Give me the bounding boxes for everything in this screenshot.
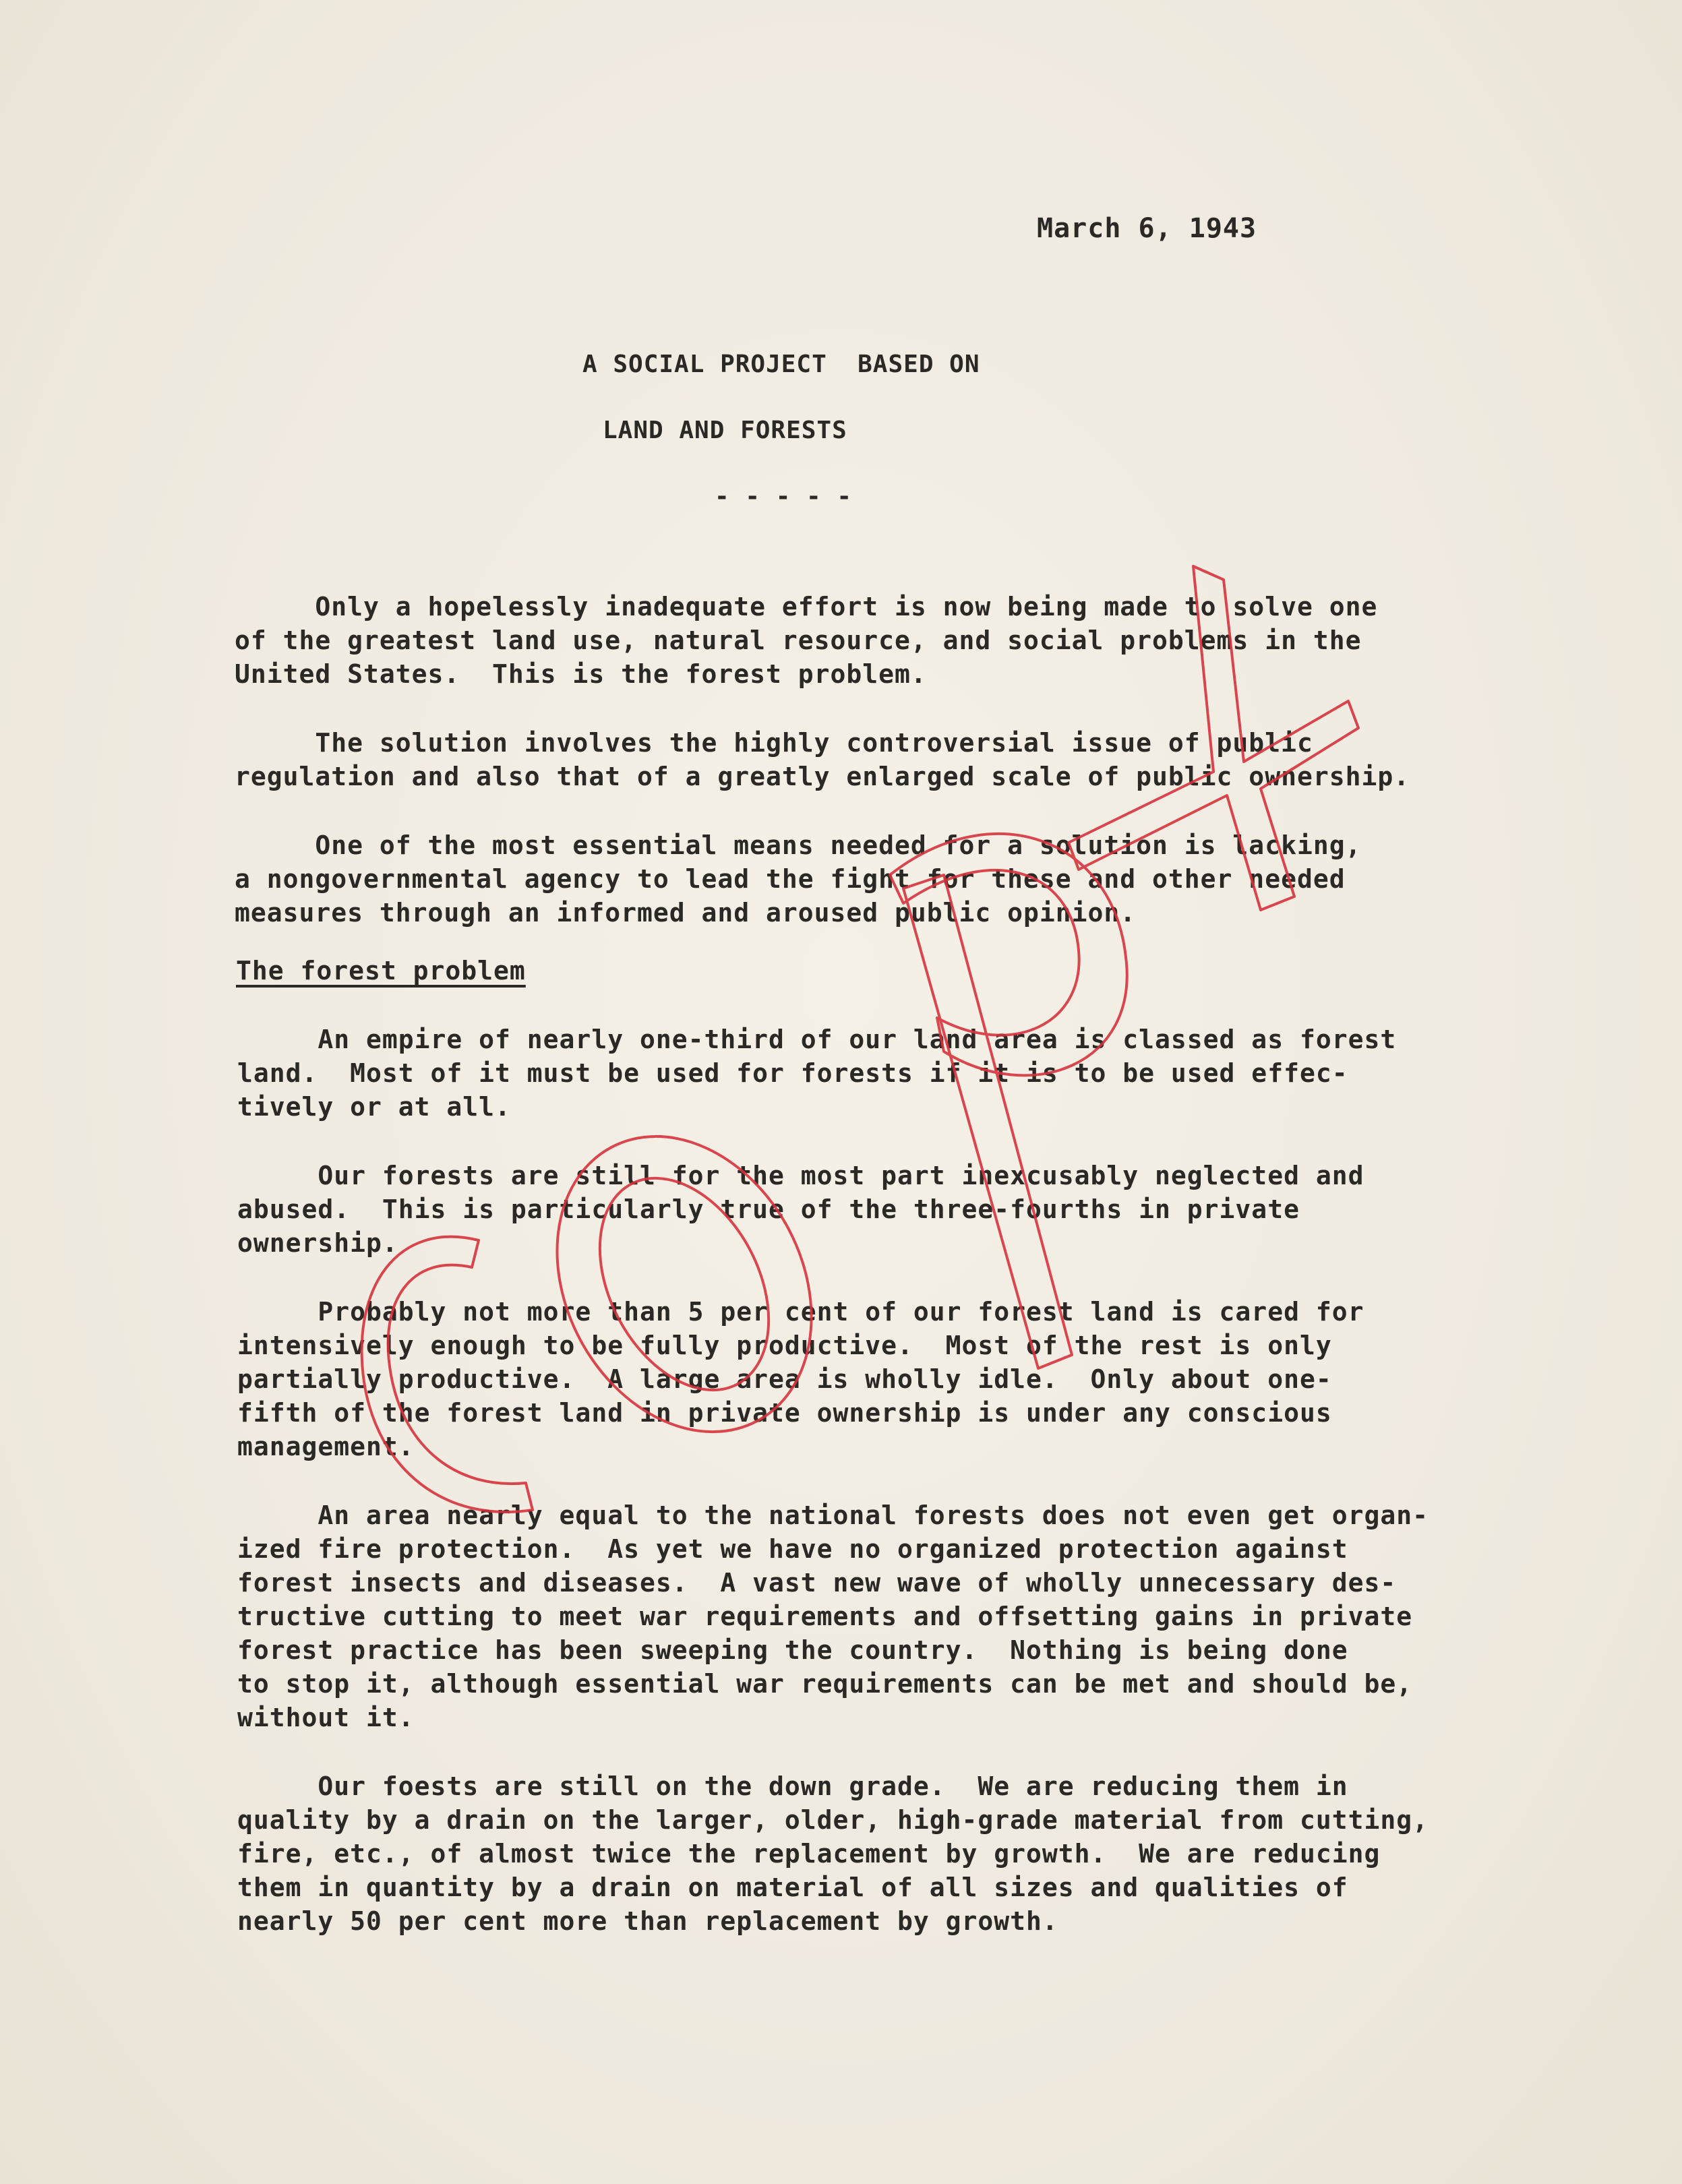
document-title-line-1: A SOCIAL PROJECT BASED ON xyxy=(582,351,980,378)
section-paragraph-line: fifth of the forest land in private ownership is under any conscious xyxy=(237,1398,1332,1428)
section-paragraph-line: them in quantity by a drain on material of all sizes and qualities of xyxy=(237,1873,1348,1902)
section-paragraph-line: An area nearly equal to the national forests does not even get organ- xyxy=(237,1500,1429,1530)
section-heading: The forest problem xyxy=(236,956,526,985)
title-rule: - - - - - xyxy=(715,483,853,510)
section-paragraph-line: fire, etc., of almost twice the replacement by growth. We are reducing xyxy=(237,1839,1381,1869)
section-paragraph-line: without it. xyxy=(237,1703,415,1732)
document-title-line-2: LAND AND FORESTS xyxy=(603,417,847,444)
section-paragraph-line: nearly 50 per cent more than replacement by growth. xyxy=(237,1906,1058,1936)
section-paragraph-line: tively or at all. xyxy=(237,1092,511,1122)
intro-paragraph-line: Only a hopelessly inadequate effort is now being made to solve one xyxy=(235,592,1378,621)
section-paragraph-line: intensively enough to be fully productive. Most of the rest is only xyxy=(237,1331,1332,1360)
intro-paragraph-line: regulation and also that of a greatly enlarged scale of public ownership. xyxy=(235,762,1410,791)
section-paragraph-line: ownership. xyxy=(237,1228,398,1258)
section-paragraph-line: Our forests are still for the most part inexcusably neglected and xyxy=(237,1161,1364,1190)
section-paragraph-line: An empire of nearly one-third of our land area is classed as forest xyxy=(237,1025,1397,1054)
intro-paragraph-line: of the greatest land use, natural resource, and social problems in the xyxy=(235,626,1362,655)
section-paragraph-line: forest insects and diseases. A vast new wave of wholly unnecessary des- xyxy=(237,1568,1397,1598)
section-paragraph-line: management. xyxy=(237,1432,415,1461)
section-paragraph-line: ized fire protection. As yet we have no organized protection against xyxy=(237,1534,1348,1564)
intro-paragraph-line: The solution involves the highly controversial issue of public xyxy=(235,728,1313,758)
section-paragraph-line: partially productive. A large area is wholly idle. Only about one- xyxy=(237,1364,1332,1394)
section-paragraph-line: quality by a drain on the larger, older, high-grade material from cutting, xyxy=(237,1805,1429,1835)
stamp-letter-p xyxy=(903,875,1072,1368)
section-paragraph-line: tructive cutting to meet war requirements and offsetting gains in private xyxy=(237,1602,1413,1631)
section-paragraph-line: Probably not more than 5 per cent of our forest land is cared for xyxy=(237,1297,1364,1327)
intro-paragraph-line: United States. This is the forest problem. xyxy=(235,659,927,689)
document-date: March 6, 1943 xyxy=(1037,213,1257,244)
intro-paragraph-line: measures through an informed and aroused public opinion. xyxy=(235,898,1137,928)
intro-paragraph-line: One of the most essential means needed for a solution is lacking, xyxy=(235,830,1362,860)
section-paragraph-line: abused. This is particularly true of the three-fourths in private xyxy=(237,1194,1300,1224)
section-paragraph-line: land. Most of it must be used for forests if it is to be used effec- xyxy=(237,1058,1348,1088)
intro-paragraph-line: a nongovernmental agency to lead the fight for these and other needed xyxy=(235,864,1346,894)
section-paragraph-line: to stop it, although essential war requirements can be met and should be, xyxy=(237,1669,1413,1699)
section-paragraph-line: forest practice has been sweeping the country. Nothing is being done xyxy=(237,1635,1348,1665)
section-paragraph-line: Our foests are still on the down grade. We are reducing them in xyxy=(237,1771,1348,1801)
